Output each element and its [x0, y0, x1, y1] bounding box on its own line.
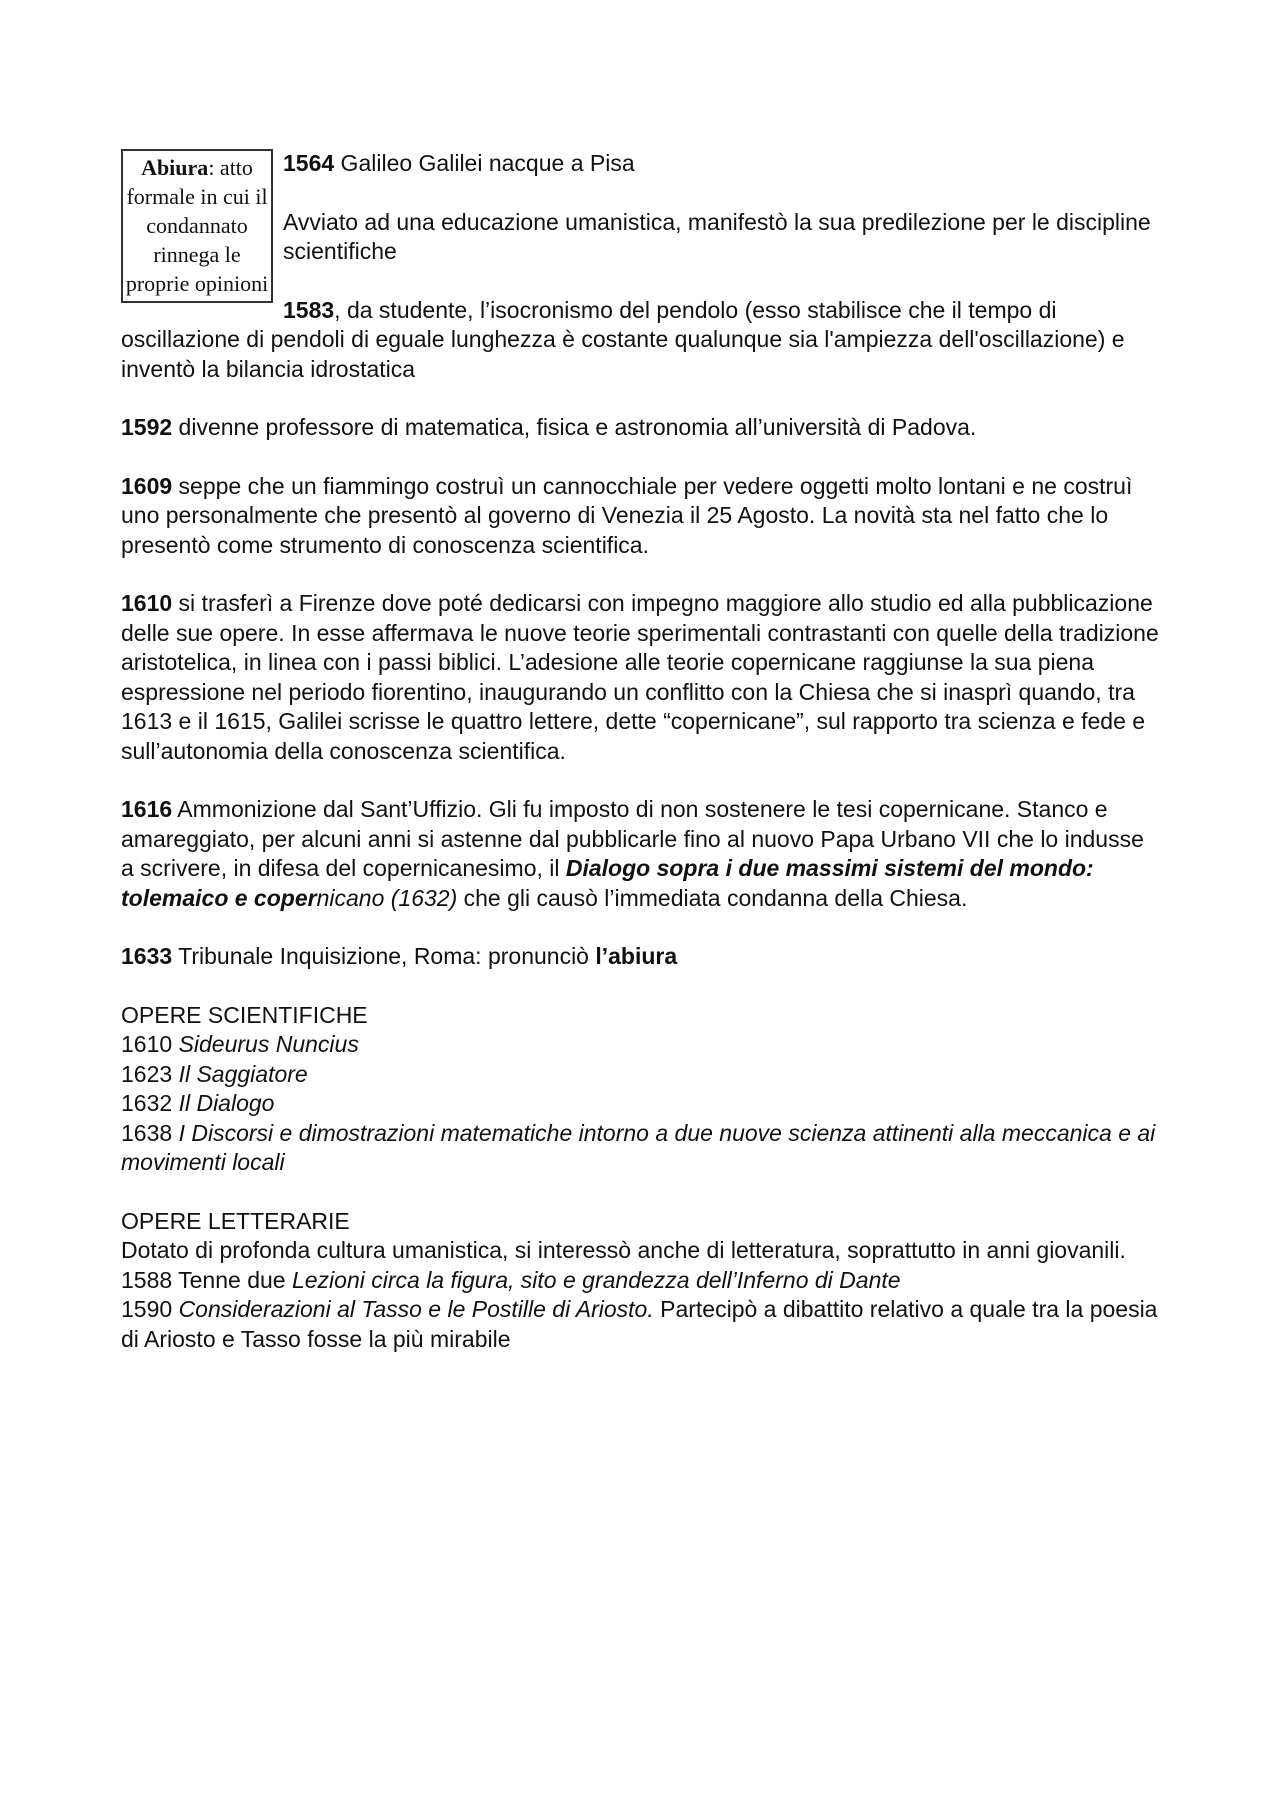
definition-box	[121, 149, 273, 303]
list-item: 1588 Tenne due Lezioni circa la figura, sito e grandezza dell’Inferno di Dante	[121, 1266, 901, 1293]
paragraph-education	[121, 208, 1161, 267]
list-item: 1638 I Discorsi e dimostrazioni matematiche intorno a due nuove scienza attinenti alla meccanica e ai movimenti locali	[121, 1119, 1156, 1175]
year-label: 1592	[121, 414, 173, 440]
year-label: 1610	[121, 590, 173, 616]
list-item: 1610 Sideurus Nuncius	[121, 1031, 359, 1057]
paragraph-1616	[121, 795, 1161, 913]
emphasis-text: l’abiura	[595, 943, 678, 969]
year-label: 1583	[283, 296, 335, 323]
paragraph-1564	[121, 149, 1161, 179]
section-opere-scientifiche	[121, 1001, 1161, 1178]
paragraph-text: Ammonizione dal Sant’Uffizio. Gli fu imposto di non sostenere le tesi copernicane. Stanco e amareggiato, per alcuni anni si astenne dal pubblicarle fino al nuovo Papa Urbano VII che lo indusse a scrivere, in difesa del copernicanesimo, il	[121, 796, 1144, 881]
paragraph-text: Tribunale Inquisizione, Roma: pronunciò	[172, 943, 596, 969]
list-item: 1623 Il Saggiatore	[121, 1060, 308, 1087]
work-title: Il Dialogo	[178, 1090, 275, 1116]
section-heading: OPERE SCIENTIFICHE	[121, 1001, 368, 1028]
list-item: 1590 Considerazioni al Tasso e le Postille di Ariosto. Partecipò a dibattito relativo a quale tra la poesia di Ariosto e Tasso fosse la più mirabile	[121, 1296, 1158, 1352]
paragraph-1609	[121, 472, 1161, 561]
paragraph-text: Avviato ad una educazione umanistica, manifestò la sua predilezione per le discipline scientifiche	[283, 208, 1151, 264]
work-title: Considerazioni al Tasso e le Postille di Ariosto.	[178, 1296, 654, 1322]
year-label: 1609	[121, 472, 173, 499]
definition-term: Abiura	[141, 155, 209, 180]
work-title: Lezioni circa la figura, sito e grandezza dell’Inferno di Dante	[291, 1266, 901, 1293]
year-label: 1564	[283, 150, 335, 176]
section-intro: Dotato di profonda cultura umanistica, si interessò anche di letteratura, soprattutto in anni giovanili.	[121, 1237, 1126, 1263]
paragraph-text: si trasferì a Firenze dove poté dedicarsi con impegno maggiore allo studio ed alla pubblicazione delle sue opere. In esse affermava le nuove teorie sperimentali contrastanti con quelle della tradizione aristotelica, in linea con i passi biblici. L’adesione alle teorie copernicane raggiunse la sua piena espressione nel periodo fiorentino, inaugurando un conflitto con la Chiesa che si inasprì quando, tra 1613 e il 1615, Galilei scrisse le quattro lettere, dette “copernicane”, sul rapporto tra scienza e fede e sull’autonomia della conoscenza scientifica.	[121, 590, 1159, 764]
paragraph-1583	[121, 296, 1161, 385]
document-body	[121, 149, 1161, 1354]
work-title: Il Saggiatore	[178, 1060, 308, 1087]
year-label: 1633	[121, 943, 173, 969]
work-title: Dialogo sopra i due massimi sistemi del mondo: tolemaico e coper	[121, 855, 1094, 911]
paragraph-1633	[121, 942, 1161, 972]
work-title: Sideurus Nuncius	[178, 1031, 359, 1057]
paragraph-text: divenne professore di matematica, fisica e astronomia all’università di Padova.	[172, 414, 977, 440]
paragraph-text: seppe che un fiammingo costruì un cannocchiale per vedere oggetti molto lontani e ne costruì uno personalmente che presentò al governo di Venezia il 25 Agosto. La novità sta nel fatto che lo presentò come strumento di conoscenza scientifica.	[121, 472, 1133, 558]
year-label: 1616	[121, 796, 173, 822]
paragraph-text: Galileo Galilei nacque a Pisa	[334, 150, 635, 176]
paragraph-1610	[121, 589, 1161, 766]
section-heading: OPERE LETTERARIE	[121, 1207, 350, 1234]
paragraph-text-end: che gli causò l’immediata condanna della Chiesa.	[457, 884, 968, 911]
work-title: I Discorsi e dimostrazioni matematiche intorno a due nuove scienza attinenti alla meccanica e ai movimenti locali	[121, 1119, 1156, 1175]
work-title-rest: nicano (1632)	[316, 884, 458, 911]
list-item: 1632 Il Dialogo	[121, 1090, 275, 1116]
definition-text: : atto formale in cui il condannato rinnega le proprie opinioni	[125, 155, 269, 296]
section-opere-letterarie	[121, 1207, 1161, 1355]
paragraph-text: , da studente, l’isocronismo del pendolo (esso stabilisce che il tempo di oscillazione di pendoli di eguale lunghezza è costante qualunque sia l'ampiezza dell'oscillazione) e inventò la bilancia idrostatica	[121, 296, 1125, 382]
paragraph-1592	[121, 413, 1161, 443]
